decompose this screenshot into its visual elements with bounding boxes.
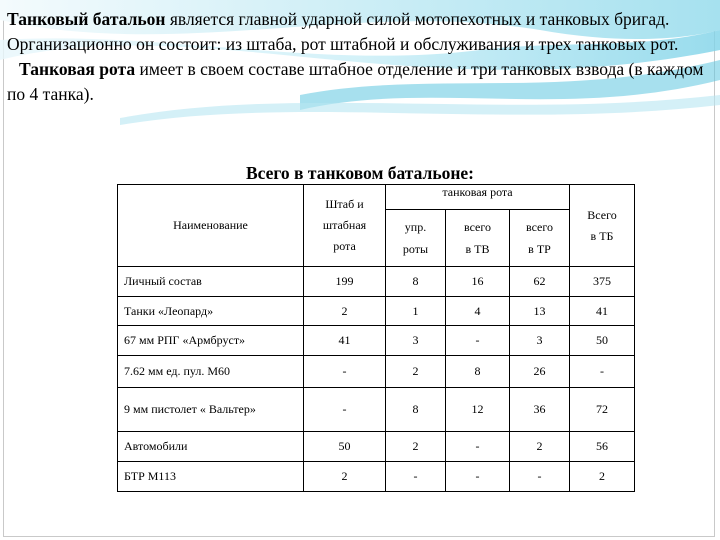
header-hq-line3: рота (333, 239, 356, 253)
cell-tr: 36 (510, 388, 570, 432)
cell-total: 50 (570, 326, 635, 356)
cell-mgmt: 8 (386, 388, 446, 432)
header-mgmt-line1: упр. (404, 220, 427, 234)
cell-tr: 26 (510, 356, 570, 388)
row-name: 67 мм РПГ «Армбруст» (118, 326, 304, 356)
cell-mgmt: 2 (386, 432, 446, 462)
table-row (118, 267, 635, 297)
intro-sentence-1: является главной ударной силой мотопехотных и танковых бригад. (165, 9, 670, 29)
intro-text (7, 7, 707, 107)
cell-tr: 3 (510, 326, 570, 356)
cell-hq: - (304, 388, 386, 432)
cell-tv: - (446, 326, 510, 356)
cell-hq: 41 (304, 326, 386, 356)
header-tr-line2: в ТР (528, 242, 551, 256)
header-tv-line1: всего (463, 220, 492, 234)
cell-mgmt: 1 (386, 297, 446, 326)
row-name: Автомобили (118, 432, 304, 462)
header-tr-line1: всего (525, 220, 554, 234)
header-mgmt (386, 210, 446, 267)
header-total-line2: в ТБ (590, 228, 614, 243)
cell-tr: 2 (510, 432, 570, 462)
header-total (570, 185, 635, 267)
header-total-line1: Всего (587, 207, 617, 222)
header-tv (446, 210, 510, 267)
cell-tr: - (510, 462, 570, 492)
row-name: 7.62 мм ед. пул. М60 (118, 356, 304, 388)
cell-total: 375 (570, 267, 635, 297)
table-row (118, 462, 635, 492)
cell-total: 72 (570, 388, 635, 432)
battalion-table (117, 184, 635, 492)
header-hq-line2: штабная (322, 218, 367, 232)
table-row (118, 432, 635, 462)
row-name: 9 мм пистолет « Вальтер» (118, 388, 304, 432)
header-tv-line2: в ТВ (465, 242, 490, 256)
cell-tv: - (446, 432, 510, 462)
header-tank-company: танковая рота (386, 185, 570, 210)
cell-hq: 2 (304, 297, 386, 326)
header-tr (510, 210, 570, 267)
cell-tr: 62 (510, 267, 570, 297)
cell-tv: 16 (446, 267, 510, 297)
table-row (118, 356, 635, 388)
heading-tank-battalion: Танковый батальон (7, 9, 166, 29)
table-caption: Всего в танковом батальоне: (246, 163, 474, 183)
cell-total: 56 (570, 432, 635, 462)
row-name: Личный состав (118, 267, 304, 297)
cell-mgmt: 3 (386, 326, 446, 356)
cell-mgmt: - (386, 462, 446, 492)
intro-sentence-2: Организационно он состоит: из штаба, рот штабной и обслуживания и трех танковых рот. (7, 34, 679, 54)
header-mgmt-line2: роты (402, 242, 429, 256)
cell-tv: 8 (446, 356, 510, 388)
header-hq (304, 185, 386, 267)
intro-sentence-3: имеет в своем составе штабное отделение и три танковых взвода (в каждом по 4 танка). (7, 59, 704, 104)
cell-mgmt: 2 (386, 356, 446, 388)
cell-total: - (570, 356, 635, 388)
cell-tr: 13 (510, 297, 570, 326)
row-name: Танки «Леопард» (118, 297, 304, 326)
table-row (118, 388, 635, 432)
header-name: Наименование (118, 185, 304, 267)
table-row (118, 326, 635, 356)
row-name: БТР М113 (118, 462, 304, 492)
cell-hq: 199 (304, 267, 386, 297)
cell-tv: 12 (446, 388, 510, 432)
cell-total: 41 (570, 297, 635, 326)
heading-tank-company: Танковая рота (19, 59, 136, 79)
table-row (118, 297, 635, 326)
cell-hq: 50 (304, 432, 386, 462)
cell-tv: - (446, 462, 510, 492)
cell-hq: - (304, 356, 386, 388)
header-hq-line1: Штаб и (325, 197, 364, 211)
cell-hq: 2 (304, 462, 386, 492)
cell-total: 2 (570, 462, 635, 492)
cell-mgmt: 8 (386, 267, 446, 297)
cell-tv: 4 (446, 297, 510, 326)
